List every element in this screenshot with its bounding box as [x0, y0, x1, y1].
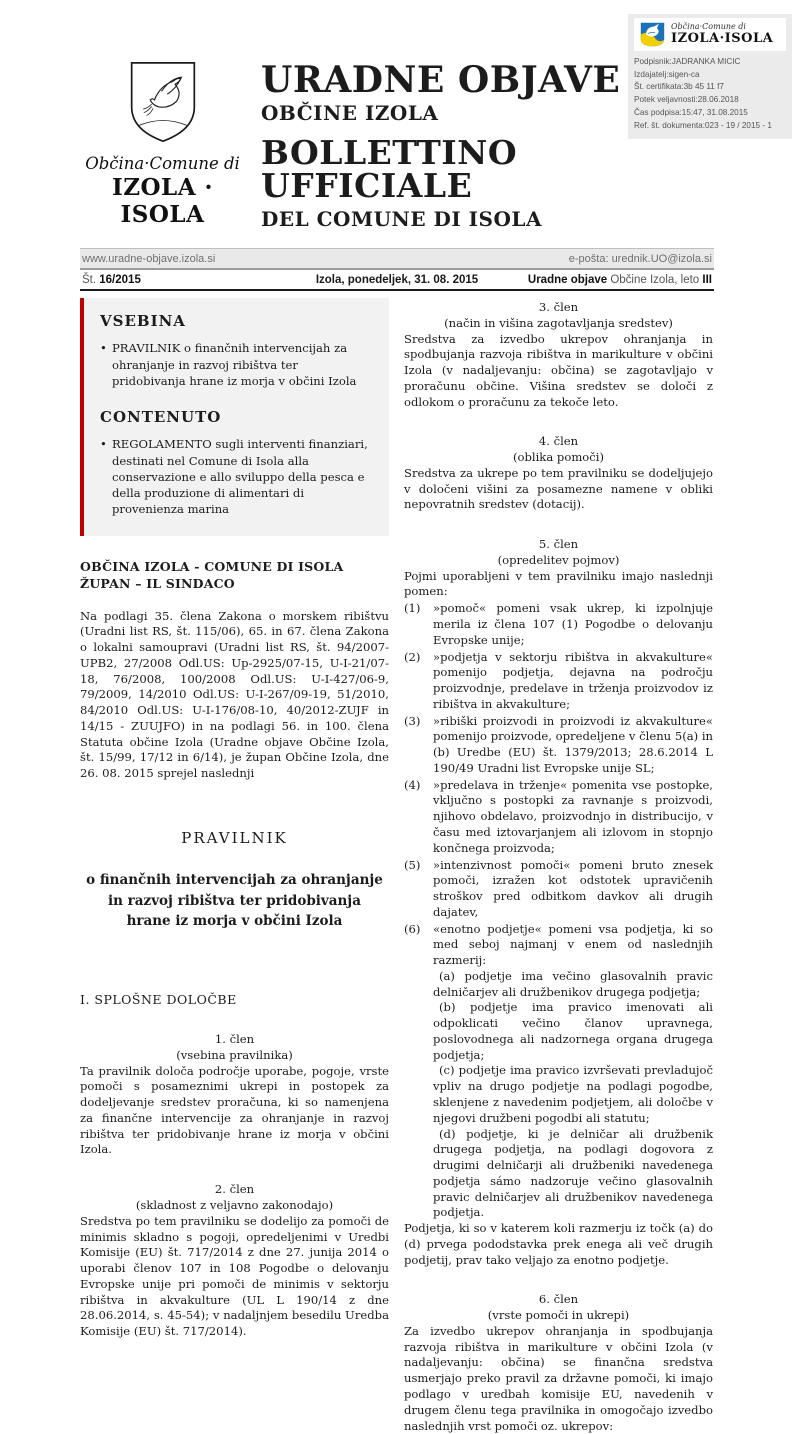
document-subtitle: o finančnih intervencijah za ohranjanje in razvoj ribištva ter pridobivanja hrane iz morja v občini Izola [86, 872, 383, 929]
masthead-title-slovenian: URADNE OBJAVE [261, 59, 621, 101]
definition-item-6d: (d) podjetje, ki je delničar ali družbenik drugega podjetja, na podlagi dogovora z drugimi delničarji ali družbeniki navedenega podjetja sámo nadzoruje večino glasovalnih pravic delničarjev ali družbenikov navedenega podjetja. [433, 1126, 713, 1220]
edition-municipality: Občine Izola, leto [610, 273, 703, 286]
article-4-text: Sredstva za ukrepe po tem pravilniku se dodeljujejo v določeni višini za posamezne namene v obliki nepovratnih sredstev (dotacij). [404, 465, 713, 512]
certificate-doc-ref: Ref. št. dokumenta:023 - 19 / 2015 - 1 [634, 120, 772, 130]
article-2-caption: (skladnost z veljavno zakonodajo) [135, 1197, 334, 1212]
article-1-caption: (vsebina pravilnika) [176, 1047, 293, 1062]
website-link: www.uradne-objave.izola.si [82, 252, 216, 265]
masthead-title-italian: BOLLETTINO UFFICIALE [261, 133, 518, 205]
email-link: e-pošta: urednik.UO@izola.si [568, 252, 712, 265]
edition-name: Uradne objave [527, 273, 611, 286]
document-title: PRAVILNIK [181, 828, 288, 847]
certificate-expiry: Potek veljavnosti:28.06.2018 [634, 95, 739, 105]
masthead-subtitle-slovenian: OBČINE IZOLA [261, 101, 439, 125]
article-2-number: 2. člen [214, 1182, 255, 1197]
article-3-number: 3. člen [538, 300, 579, 314]
article-3-text: Sredstva za izvedbo ukrepov ohranjanja in spodbujanja razvoja ribištva in marikulture v občini Izola (v nadaljevanju: občina) se zagotavljajo v proračunu občine. Višina sredstev se določi z odlokom o proračunu za tekoče leto. [404, 331, 713, 409]
table-of-contents [80, 298, 389, 536]
article-4-number: 4. člen [538, 434, 579, 449]
article-5-outro: Podjetja, ki so v katerem koli razmerju iz točk (a) do (d) prvega pododstavka prek enega ali več drugih podjetij, prav tako veljajo za enotno podjetje. [404, 1221, 713, 1267]
certificate-logo-org-line: Občina·Comune di [671, 22, 746, 32]
definition-item-1: (1) »pomoč« pomeni vsak ukrep, ki izpolnjuje merila iz člena 107 (1) Pogodbe o delovanju Evropske unije; [404, 601, 713, 647]
article-1-number: 1. člen [214, 1032, 255, 1047]
article-5-intro: Pojmi uporabljeni v tem pravilniku imajo naslednji pomen: [404, 568, 713, 599]
edition-year: III [702, 273, 712, 286]
issue-label: Št. [82, 273, 100, 286]
certificate-sign-time: Čas podpisa:15:47, 31.08.2015 [634, 107, 748, 117]
article-5-caption: (opredelitev pojmov) [497, 552, 620, 567]
certificate-issuer: Izdajatelj:sigen-ca [634, 69, 700, 79]
bullet-icon: • [100, 341, 107, 356]
issue-number: 16/2015 [99, 273, 141, 286]
certificate-signer: Podpisnik:JADRANKA MICIC [634, 57, 741, 66]
certificate-number: Št. certifikata:3b 45 11 f7 [634, 82, 724, 92]
masthead-org-italic: Občina·Comune di [85, 154, 240, 173]
definition-item-6c: (c) podjetje ima pravico izvrševati prevladujoč vpliv na drugo podjetje na podlagi pogodbe, sklenjene z navedenim podjetjem, ali določbe v njegovi družbeni pogodbi ali statutu; [433, 1063, 713, 1125]
issuing-authority-line2: ŽUPAN – IL SINDACO [80, 576, 235, 592]
toc-item-italian: • REGOLAMENTO sugli interventi finanziari, destinati nel Comune di Isola alla conservazione e allo sviluppo della pesca e della produzione di alimentari di provenienza marina [100, 437, 368, 517]
article-3-caption: (način in višina zagotavljanja sredstev) [444, 315, 673, 330]
article-6-text: Za izvedbo ukrepov ohranjanja in spodbujanja razvoja ribištva in marikulture v občini Izola (v nadaljevanju: občina) se finančna sredstva usmerjajo preko pravil za državne pomoči, ki imajo podlago v uredbah komisije EU, navedenih v drugem členu tega pravilnika in omogočajo izvedbo naslednjih vrst pomoči oz. ukrepov: [404, 1323, 713, 1433]
issuing-authority-line1: OBČINA IZOLA - COMUNE DI ISOLA [80, 558, 344, 574]
definition-item-5: (5) »intenzivnost pomoči« pomeni bruto znesek pomoči, izražen kot odstotek upravičenih stroškov pred odbitkom davkov ali drugih dajatev, [404, 857, 713, 919]
section-heading: I. SPLOŠNE DOLOČBE [80, 992, 237, 1008]
toc-item-slovenian: • PRAVILNIK o finančnih intervencijah za ohranjanje in razvoj ribištva ter pridobivanja hrane iz morja v občini Izola [100, 341, 357, 388]
masthead-org-name: IZOLA · ISOLA [111, 174, 214, 228]
issue-bar [80, 270, 714, 291]
article-6-number: 6. člen [538, 1292, 579, 1307]
legal-preamble: Na podlagi 35. člena Zakona o morskem ribištvu (Uradni list RS, št. 115/06), 65. in 67. člena Zakona o lokalni samoupravi (Uradni list RS, št. 94/2007-UPB2, 27/2008 Odl.US: Up-2925/07-15, U-I-21/07-18, 76/2008, 100/2008 Odl.US: U-I-427/06-9, 79/2009, 14/2010 Odl.US: U-I-267/09-19, 51/2010, 84/2010 Odl.US: U-I-176/08-10, 40/2012-ZUJF in 14/15 - ZUUJFO) in na podlagi 56. in 100. člena Statuta občine Izola (Uradne objave Občine Izola, št. 15/99, 17/12 in 6/14), je župan Občine Izola, dne 26. 08. 2015 sprejel naslednji [80, 608, 389, 781]
definition-item-6a: (a) podjetje ima večino glasovalnih pravic delničarjev ali družbenikov drugega podjetja; [433, 968, 713, 999]
right-column [404, 298, 713, 1434]
masthead-subtitle-italian: DEL COMUNE DI ISOLA [261, 207, 542, 231]
definition-item-2: (2) »podjetja v sektorju ribištva in akvakulture« pomenijo podjetja, dejavna na področju proizvodnje, predelave in trženja proizvodov iz ribištva in akvakulture; [404, 649, 713, 711]
toc-heading-slovenian: VSEBINA [100, 312, 186, 330]
definition-item-6b: (b) podjetje ima pravico imenovati ali odpoklicati večino članov upravnega, poslovodnega ali nadzornega organa drugega podjetja; [433, 1000, 713, 1062]
article-1-text: Ta pravilnik določa področje uporabe, pogoje, vrste pomoči s posameznimi ukrepi in postopek za dodeljevanje sredstev proračuna, ki so namenjena za finančne intervencije za ohranjanje in razvoj ribištva ter pridobivanje hrane iz morja v občini Izola. [80, 1063, 389, 1157]
definition-item-4: (4) »predelava in trženje« pomenita vse postopke, vključno s postopki za ravnanje s proizvodi, njihovo obdelavo, proizvodnjo in distribucijo, v času med iztovarjanjem ali izlovom in stopnjo končnega proizvoda; [404, 777, 713, 855]
article-5-number: 5. člen [538, 537, 579, 552]
definition-item-6: (6) «enotno podjetje« pomeni vsa podjetja, ki so med seboj najmanj v enem od naslednjih razmerij: (a) podjetje ima večino glasovalnih pravic delničarjev ali družbenikov drugega podjetja; (b) podjetje ima pravico imenovati ali odpoklicati večino članov upravnega, poslovodnega ali nadzornega organa drugega podjetja; (c) podjetje ima pravico izvrševati prevladujoč vpliv na drugo podjetje na podlagi pogodbe, sklenjene z navedenim podjetjem, ali določbe v njegovi družbeni pogodbi ali statutu; (d) podjetje, ki je delničar ali družbenik drugega podjetja, na podlagi dogovora z drugimi delničarji ali družbeniki navedenega podjetja sámo nadzoruje večino glasovalnih pravic delničarjev ali družbenikov navedenega podjetja. [404, 921, 713, 1220]
contact-bar [80, 248, 714, 270]
masthead [80, 0, 714, 229]
toc-heading-italian: CONTENUTO [100, 408, 222, 427]
article-4-caption: (oblika pomoči) [512, 450, 605, 465]
article-2-text: Sredstva po tem pravilniku se dodelijo za pomoči de minimis skladno s pogoji, opredeljenimi v Uredbi Komisije (EU) št. 717/2014 z dne 27. junija 2014 o uporabi členov 107 in 108 Pogodbe o delovanju Evropske unije pri pomoči de minimis v sektorju ribištva in akvakulture (UL L 190/14 z dne 28.06.2014, s. 45-54); v nadaljnjem besedilu Uredba Komisije (EU) št. 717/2014). [80, 1213, 389, 1339]
issue-date: Izola, ponedeljek, 31. 08. 2015 [315, 273, 479, 286]
bullet-icon: • [100, 437, 107, 452]
left-column [80, 298, 389, 1434]
definition-item-3: (3) »ribiški proizvodi in proizvodi iz akvakulture« pomenijo proizvode, opredeljene v členu 5(a) in (b) Uredbe (EU) št. 1379/2013; 28.6.2014 L 190/49 Uradni list Evropske unije SL; [404, 713, 714, 775]
article-6-caption: (vrste pomoči in ukrepi) [487, 1308, 630, 1323]
certificate-logo-name-line: IZOLA·ISOLA [671, 30, 774, 46]
coat-of-arms-icon [126, 60, 200, 144]
